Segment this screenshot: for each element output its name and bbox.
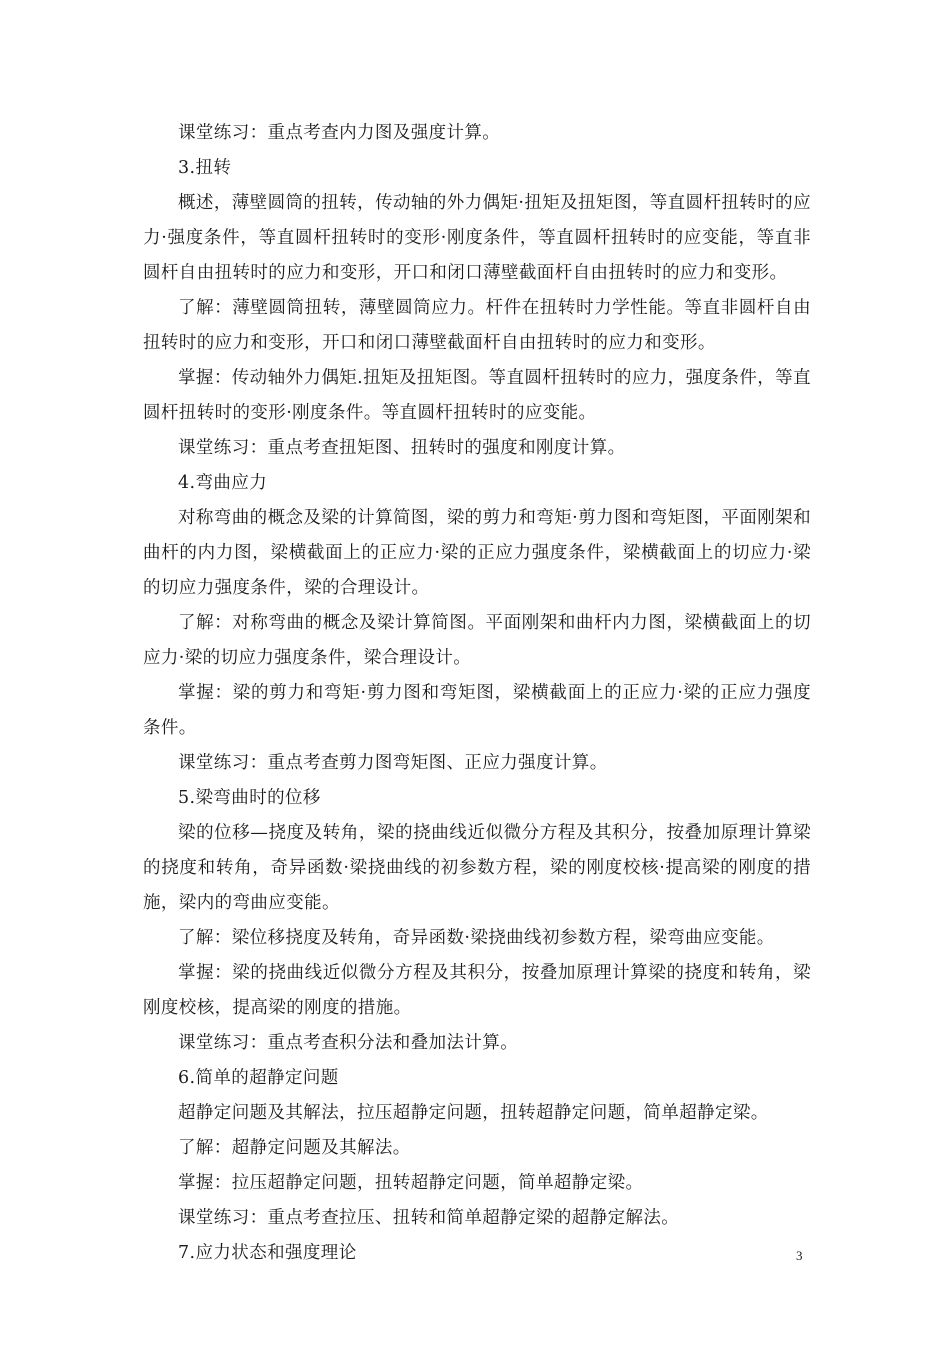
- section-heading-torsion: 3.扭转: [178, 158, 232, 178]
- section-heading-statically-indeterminate: 6.简单的超静定问题: [178, 1068, 339, 1088]
- paragraph-torsion-overview: 概述，薄壁圆筒的扭转，传动轴的外力偶矩·扭矩及扭矩图，等直圆杆扭转时的应力·强度条件，等直圆杆扭转时的变形·刚度条件，等直圆杆扭转时的应变能，等直非圆杆自由扭转时的应力和变形，开口和闭口薄壁截面杆自由扭转时的应力和变形。: [143, 193, 811, 283]
- paragraph-displacement-overview: 梁的位移—挠度及转角，梁的挠曲线近似微分方程及其积分，按叠加原理计算梁的挠度和转角，奇异函数·梁挠曲线的初参数方程，梁的刚度校核·提高梁的刚度的措施，梁内的弯曲应变能。: [143, 823, 811, 913]
- page-number: 3: [796, 1248, 803, 1263]
- paragraph-exercise-torsion: 课堂练习：重点考查扭矩图、扭转时的强度和刚度计算。: [178, 438, 626, 458]
- paragraph-bending-understand: 了解：对称弯曲的概念及梁计算简图。平面刚架和曲杆内力图，梁横截面上的切应力·梁的切应力强度条件，梁合理设计。: [143, 613, 811, 668]
- paragraph-indeterminate-master: 掌握：拉压超静定问题，扭转超静定问题，简单超静定梁。: [178, 1173, 644, 1193]
- paragraph-bending-overview: 对称弯曲的概念及梁的计算简图，梁的剪力和弯矩·剪力图和弯矩图，平面刚架和曲杆的内力图，梁横截面上的正应力·梁的正应力强度条件，梁横截面上的切应力·梁的切应力强度条件，梁的合理设计。: [143, 508, 811, 598]
- paragraph-displacement-understand: 了解：梁位移挠度及转角，奇异函数·梁挠曲线初参数方程，梁弯曲应变能。: [178, 928, 775, 948]
- paragraph-torsion-master: 掌握：传动轴外力偶矩.扭矩及扭矩图。等直圆杆扭转时的应力，强度条件，等直圆杆扭转时的变形·刚度条件。等直圆杆扭转时的应变能。: [143, 368, 811, 423]
- paragraph-indeterminate-understand: 了解：超静定问题及其解法。: [178, 1138, 411, 1158]
- paragraph-indeterminate-overview: 超静定问题及其解法，拉压超静定问题，扭转超静定问题，简单超静定梁。: [178, 1103, 769, 1123]
- section-heading-bending-stress: 4.弯曲应力: [178, 473, 268, 493]
- paragraph-displacement-master: 掌握：梁的挠曲线近似微分方程及其积分，按叠加原理计算梁的挠度和转角，梁刚度校核，提高梁的刚度的措施。: [143, 963, 811, 1018]
- paragraph-torsion-understand: 了解：薄壁圆筒扭转，薄壁圆筒应力。杆件在扭转时力学性能。等直非圆杆自由扭转时的应力和变形，开口和闭口薄壁截面杆自由扭转时的应力和变形。: [143, 298, 811, 353]
- paragraph-exercise-indeterminate: 课堂练习：重点考查拉压、扭转和简单超静定梁的超静定解法。: [178, 1208, 680, 1228]
- paragraph-bending-master: 掌握：梁的剪力和弯矩·剪力图和弯矩图，梁横截面上的正应力·梁的正应力强度条件。: [143, 683, 811, 738]
- paragraph-exercise-internal-force: 课堂练习：重点考查内力图及强度计算。: [178, 123, 501, 143]
- section-heading-beam-displacement: 5.梁弯曲时的位移: [178, 788, 321, 808]
- paragraph-exercise-bending: 课堂练习：重点考查剪力图弯矩图、正应力强度计算。: [178, 753, 608, 773]
- paragraph-exercise-displacement: 课堂练习：重点考查积分法和叠加法计算。: [178, 1033, 519, 1053]
- section-heading-stress-state: 7.应力状态和强度理论: [178, 1243, 357, 1263]
- document-body: [143, 116, 811, 1271]
